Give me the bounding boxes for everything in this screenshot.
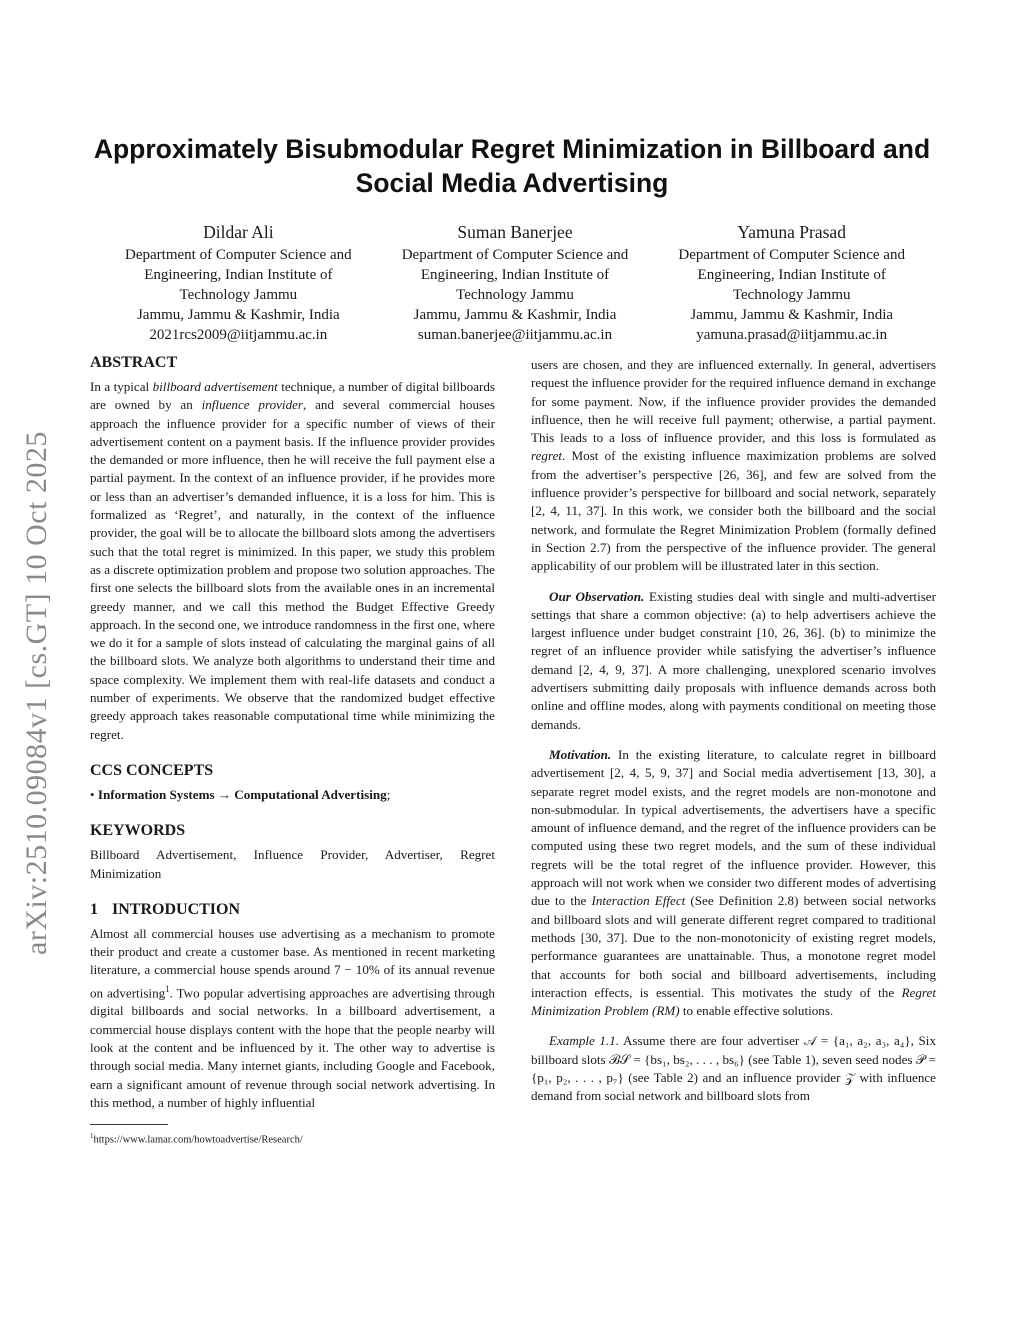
author-affiliation: Technology Jammu [732,287,851,303]
paper-title: Approximately Bisubmodular Regret Minimization in Billboard and Social Media Advertising [93,134,931,198]
ccs-heading: CCS CONCEPTS [90,761,214,779]
author-name: Yamuna Prasad [737,222,846,242]
section-title: INTRODUCTION [112,900,241,918]
author-email: 2021rcs2009@iitjammu.ac.in [149,327,328,343]
abstract-text-part: In a typical [90,379,153,394]
author-affiliation: Department of Computer Science and [125,247,352,263]
author-affiliation: Engineering, Indian Institute of [144,267,333,283]
left-column [90,352,495,1148]
ccs-concept: Information Systems [97,786,215,802]
author-location: Jammu, Jammu & Kashmir, India [690,307,894,323]
text-part: Existing studies deal with single and multi-advertiser settings that share a common objective: (a) to help advertisers achieve the largest influence under budget constraint [10, 26, 36]. (b) to minimize the regret of an influence provider while satisfying the advertiser’s influence demand [2, 4, 9, 37]. A more challenging, unexplored scenario involves advertisers submitting daily proposals with influence demands across both online and offline modes, along with payments conditional on meeting those demands. [531,588,936,732]
example-paragraph [531,1032,936,1105]
text-part: to enable effective solutions. [679,1003,834,1019]
keywords-heading: KEYWORDS [90,822,186,840]
intro-text-part: Almost all commercial houses use advertising as a mechanism to promote their product and create a customer base. As mentioned in recent marketing literature, a commercial house spends around 7 − 10% of its annual revenue on advertising [90,925,495,1001]
footnote-link[interactable]: https://www.lamar.com/howtoadvertise/Research/ [93,1134,303,1146]
emphasis: Interaction Effect [591,893,686,909]
author-location: Jammu, Jammu & Kashmir, India [413,307,617,323]
author-location: Jammu, Jammu & Kashmir, India [136,307,340,323]
example-heading: Example 1.1. [549,1033,620,1049]
author-1 [100,220,377,345]
author-affiliation: Technology Jammu [179,287,298,303]
intro-continued [531,356,936,576]
paragraph-heading: Our Observation. [549,588,645,604]
emphasis: regret [531,448,563,464]
author-name: Dildar Ali [203,222,274,242]
abstract-text [90,378,495,744]
author-name: Suman Banerjee [457,222,573,242]
text-part: Assume there are four advertiser 𝒜 = {a₁, a₂, a₃, a₄}, Six billboard slots ℬ𝒮 = {bs₁, bs₂, . . . , bs₆} (see Table 1), seven seed nodes 𝒫 = {p₁, p₂, . . . , p₇} (see Table 2) and an influence provider 𝒵 with influence demand from social network and billboard slots from [531,1033,936,1104]
footnote-mark: 1 [90,1132,94,1141]
abstract-text-part: , and several commercial houses approach the influence provider for a specific number of views of their advertisement content on a payment basis. If the influence provider provides the demanded or more influence, then he will receive the full payment else a partial payment. In the context of an influence provider, if he provides more or less than an advertiser’s demanded influence, it is a loss for him. This is formalized as ‘Regret’, and naturally, in the context of the influence provider, the goal will be to allocate the billboard slots among the advertisers such that the total regret is minimized. In this paper, we study this problem as a discrete optimization problem and propose two solution approaches. The first one selects the billboard slots from the available ones in an incremental greedy manner, and we call this method the Budget Effective Greedy approach. In the second one, we introduce randomness in the first one, where we do it for a sample of slots instead of calculating the marginal gains of all the billboard slots. We analyze both algorithms to understand their time and space complexity. We implement them with real-life datasets and conduct a number of experiments. We observe that the randomized budget effective greedy approach takes reasonable computational time while minimizing the regret. [90,397,495,742]
author-affiliation: Department of Computer Science and [401,247,629,263]
emphasis: Regret Minimization Problem (RM) [531,984,936,1019]
keywords-text: Billboard Advertisement, Influence Provider, Advertiser, Regret Minimization [90,847,495,881]
text-part: users are chosen, and they are influenced externally. In general, advertisers request the influence provider for the required influence demand in exchange for some payment. Now, if the influence provider provides the demanded influence, then he will receive full payment; otherwise, a partial payment. This leads to a loss of influence provider, and this loss is formulated as [531,357,936,446]
author-block [100,220,930,345]
right-column [531,356,936,1106]
text-part: (See Definition 2.8) between social networks and billboard slots and will generate different regret compared to traditional methods [30, 37]. Due to the non-monotonicity of existing regret models, performance guarantees are unattainable. Thus, a monotone regret model that accounts for both social and billboard advertisements, including interaction effects, is essential. This motivates the study of the [531,893,936,1000]
author-email: suman.banerjee@iitjammu.ac.in [417,327,613,343]
abstract-emphasis: influence provider [201,397,304,413]
text-part: In the existing literature, to calculate regret in billboard advertisement [2, 4, 5, 9, 37] and Social media advertisement [13, 30], a separate regret model exists, and the regret models are non-monotone and non-submodular. In typical advertisements, the advertisers have a specific amount of influence demand, and the regret of the influence providers can be computed using these two regret models, and the sum of these individual regrets will be the total regret of the influence provider. However, this approach will not work when we consider two different modes of advertising due to the [531,746,936,909]
observation-paragraph [531,588,936,734]
author-3 [653,220,930,345]
ccs-end: ; [386,786,391,802]
ccs-concept: Computational Advertising [234,786,387,802]
author-2 [377,220,654,345]
abstract-emphasis: billboard advertisement [152,379,278,394]
author-affiliation: Engineering, Indian Institute of [697,267,886,283]
section-number: 1 [90,900,98,918]
abstract-text-part: technique, a number of digital billboards are owned by an [90,379,496,413]
footnote-divider [90,1124,168,1125]
author-email: yamuna.prasad@iitjammu.ac.in [696,327,888,343]
author-affiliation: Engineering, Indian Institute of [420,267,610,283]
ccs-text [90,786,495,804]
text-part: . Most of the existing influence maximization problems are solved from the advertiser’s perspective [26, 36], and few are solved from the influence provider’s perspective for billboard and social network, separately [2, 4, 11, 37]. In this work, we consider both the billboard and the social network, and formulate the Regret Minimization Problem (formally defined in Section 2.7) from the perspective of the influence provider. The general applicability of our problem will be illustrated later in this section. [531,448,936,574]
paragraph-heading: Motivation. [549,746,612,762]
motivation-paragraph [531,746,936,1020]
ccs-bullet: • [90,786,98,802]
author-affiliation: Technology Jammu [456,287,574,303]
ccs-arrow: → [214,786,235,802]
author-affiliation: Department of Computer Science and [678,247,905,263]
arxiv-identifier: arXiv:2510.09084v1 [cs.GT] 10 Oct 2025 [20,431,53,955]
footnote-ref[interactable]: 1 [165,983,170,994]
intro-paragraph [90,925,495,1112]
intro-text-part: . Two popular advertising approaches are advertising through digital billboards and social networks. In a billboard advertisement, a commercial house displays content with the hope that the people nearby will look at the content and be influenced by it. The other way to advertise is through social media. Many internet giants, including Google and Facebook, earn a significant amount of revenue through social network advertising. In this method, a number of highly influential [90,985,495,1110]
abstract-heading: ABSTRACT [90,354,178,371]
footnote [90,1129,495,1148]
intro-heading [90,899,495,921]
